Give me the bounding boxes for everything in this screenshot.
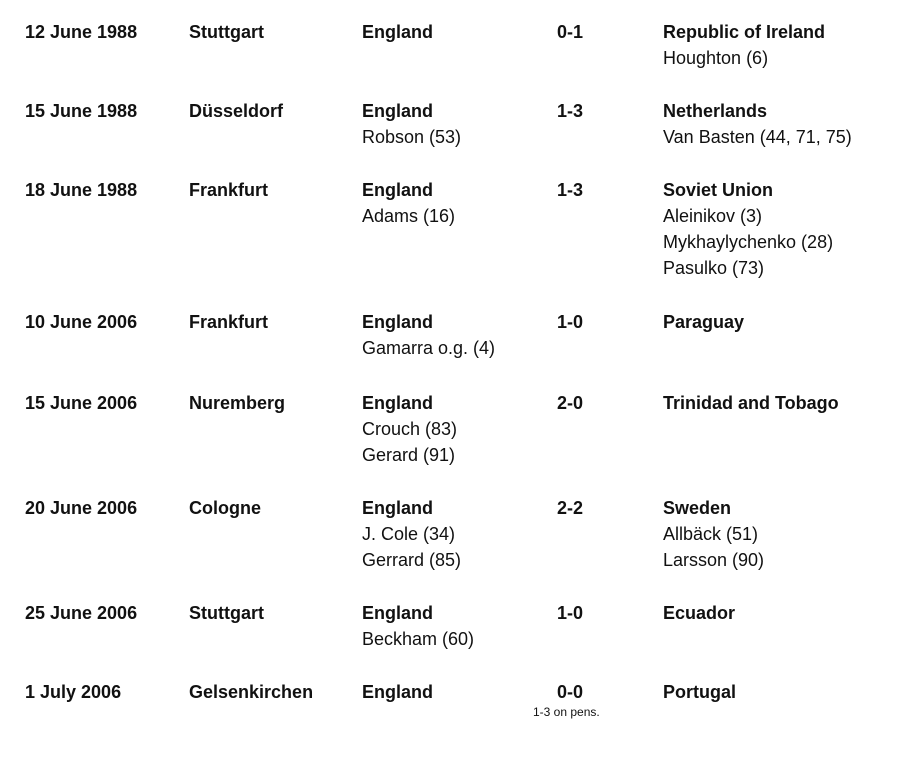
- away-scorer: Houghton (6): [663, 48, 769, 68]
- match-venue: Stuttgart: [189, 603, 264, 623]
- home-team-cell: [362, 177, 455, 229]
- match-score: 1-3: [557, 101, 584, 121]
- home-scorer: Robson (53): [362, 127, 462, 147]
- home-scorer: J. Cole (34): [362, 524, 456, 544]
- match-score: 2-2: [557, 498, 584, 518]
- away-team: Republic of Ireland: [663, 22, 826, 42]
- home-team-cell: [362, 600, 474, 652]
- away-team-cell: [663, 679, 736, 705]
- match-score: 0-1: [557, 22, 584, 42]
- match-date: 10 June 2006: [25, 312, 138, 332]
- match-venue: Frankfurt: [189, 312, 269, 332]
- home-scorer: Gerrard (85): [362, 550, 462, 570]
- away-scorer: Allbäck (51): [663, 524, 759, 544]
- home-team: England: [362, 312, 433, 332]
- match-date: 25 June 2006: [25, 603, 138, 623]
- match-date: 15 June 1988: [25, 101, 138, 121]
- home-team: England: [362, 498, 433, 518]
- match-date: 20 June 2006: [25, 498, 138, 518]
- home-team-cell: [362, 98, 461, 150]
- home-team: England: [362, 682, 433, 702]
- penalty-note: 1-3 on pens.: [533, 705, 600, 719]
- away-team: Sweden: [663, 498, 732, 518]
- home-team: England: [362, 180, 433, 200]
- away-team: Paraguay: [663, 312, 745, 332]
- match-venue: Frankfurt: [189, 180, 269, 200]
- away-team-cell: [663, 19, 825, 71]
- away-scorer: Van Basten (44, 71, 75): [663, 127, 852, 147]
- home-team-cell: [362, 495, 461, 573]
- away-team: Soviet Union: [663, 180, 774, 200]
- match-score: 1-3: [557, 180, 584, 200]
- match-date: 1 July 2006: [25, 682, 122, 702]
- match-venue: Nuremberg: [189, 393, 286, 413]
- match-venue: Düsseldorf: [189, 101, 284, 121]
- home-team-cell: [362, 19, 433, 45]
- match-date: 12 June 1988: [25, 22, 138, 42]
- away-team-cell: [663, 390, 839, 416]
- away-scorer: Pasulko (73): [663, 258, 765, 278]
- away-team-cell: [663, 177, 833, 281]
- match-venue: Gelsenkirchen: [189, 682, 314, 702]
- away-scorer: Mykhaylychenko (28): [663, 232, 834, 252]
- match-score: 1-0: [557, 312, 584, 332]
- home-team-cell: [362, 679, 433, 705]
- home-scorer: Beckham (60): [362, 629, 475, 649]
- away-team: Portugal: [663, 682, 737, 702]
- away-team-cell: [663, 600, 735, 626]
- home-team: England: [362, 603, 433, 623]
- away-scorer: Aleinikov (3): [663, 206, 763, 226]
- away-team-cell: [663, 495, 764, 573]
- away-team: Netherlands: [663, 101, 768, 121]
- home-team: England: [362, 101, 433, 121]
- match-venue: Stuttgart: [189, 22, 264, 42]
- away-scorer: Larsson (90): [663, 550, 765, 570]
- away-team: Ecuador: [663, 603, 736, 623]
- match-venue: Cologne: [189, 498, 261, 518]
- home-team-cell: [362, 390, 457, 468]
- home-team: England: [362, 22, 433, 42]
- home-scorer: Gerard (91): [362, 445, 456, 465]
- home-scorer: Gamarra o.g. (4): [362, 338, 496, 358]
- match-date: 15 June 2006: [25, 393, 138, 413]
- match-score: 0-0: [557, 682, 584, 702]
- match-date: 18 June 1988: [25, 180, 138, 200]
- home-scorer: Adams (16): [362, 206, 456, 226]
- away-team: Trinidad and Tobago: [663, 393, 839, 413]
- match-score: 1-0: [557, 603, 584, 623]
- match-score: 2-0: [557, 393, 584, 413]
- home-team: England: [362, 393, 433, 413]
- away-team-cell: [663, 98, 852, 150]
- home-scorer: Crouch (83): [362, 419, 458, 439]
- home-team-cell: [362, 309, 495, 361]
- away-team-cell: [663, 309, 744, 335]
